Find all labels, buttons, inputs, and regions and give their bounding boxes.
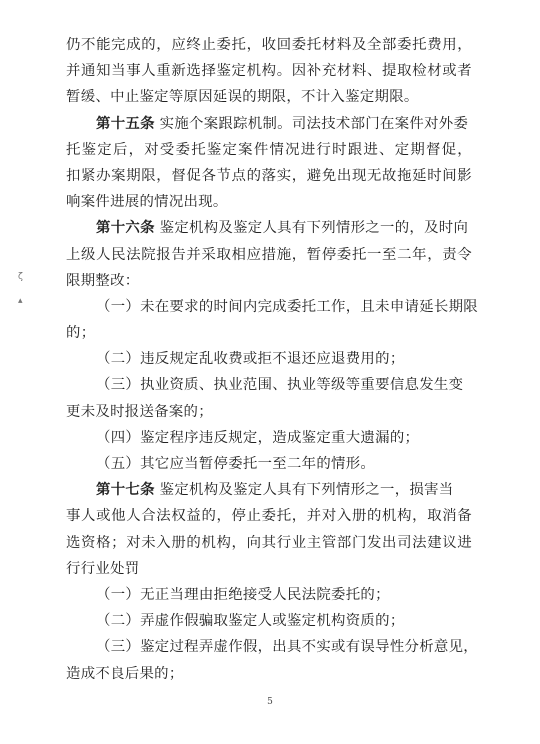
- margin-mark-icon: ▴: [18, 296, 23, 306]
- article-15-first-line: [66, 111, 472, 137]
- text-line: 鉴定机构及鉴定人具有下列情形之一，损害当: [154, 482, 454, 499]
- article-heading: 第十七条: [96, 482, 155, 499]
- article-heading: 第十五条: [96, 115, 155, 132]
- page-number: 5: [267, 697, 273, 707]
- text-line: 托鉴定后，对受委托鉴定案件情况进行时跟进、定期督促，: [66, 141, 472, 158]
- text-line: （三）鉴定过程弄虚作假，出具不实或有误导性分析意见，: [96, 639, 478, 656]
- text-line: 并通知当事人重新选择鉴定机构。因补充材料、提取检材或者: [66, 63, 472, 80]
- document-body: [66, 32, 478, 687]
- text-line: 事人或他人合法权益的，停止委托，并对入册的机构，取消备: [66, 508, 472, 525]
- text-line: （一）无正当理由拒绝接受人民法院委托的；: [96, 586, 390, 603]
- article-16-first-line: [66, 215, 472, 241]
- text-line: 的；: [66, 325, 96, 342]
- text-line: 行行业处罚: [66, 560, 140, 577]
- text-line: （四）鉴定程序违反规定，造成鉴定重大遗漏的；: [96, 429, 420, 446]
- text-line: 仍不能完成的，应终止委托，收回委托材料及全部委托费用，: [66, 37, 472, 53]
- text-line: 更未及时报送备案的；: [66, 403, 213, 420]
- text-line: 限期整改：: [66, 272, 140, 289]
- text-line: 实施个案跟踪机制。司法技术部门在案件对外委: [154, 115, 469, 132]
- article-17-first-line: [66, 477, 472, 503]
- text-line: （二）弄虚作假骗取鉴定人或鉴定机构资质的；: [96, 613, 405, 630]
- text-line: 鉴定机构及鉴定人具有下列情形之一的，及时向: [154, 220, 469, 237]
- text-line: （五）其它应当暂停委托一至二年的情形。: [96, 456, 376, 472]
- text-line: 上级人民法院报告并采取相应措施，暂停委托一至二年，责令: [66, 246, 472, 263]
- text-line: 选资格；对未入册的机构，向其行业主管部门发出司法建议进: [66, 534, 472, 551]
- text-line: （三）执业资质、执业范围、执业等级等重要信息发生变: [96, 377, 464, 394]
- article-heading: 第十六条: [96, 220, 155, 237]
- text-line: 响案件进展的情况出现。: [66, 194, 228, 211]
- text-line: 扣紧办案期限，督促各节点的落实，避免出现无故拖延时间影: [66, 167, 472, 184]
- text-line: （一）未在要求的时间内完成委托工作，且未申请延长期限: [96, 298, 478, 315]
- margin-mark-icon: ζ: [18, 272, 23, 282]
- text-line: 暂缓、中止鉴定等原因延误的期限，不计入鉴定期限。: [66, 89, 419, 106]
- text-line: 造成不良后果的；: [66, 665, 184, 682]
- text-line: （二）违反规定乱收费或拒不退还应退费用的；: [96, 351, 405, 368]
